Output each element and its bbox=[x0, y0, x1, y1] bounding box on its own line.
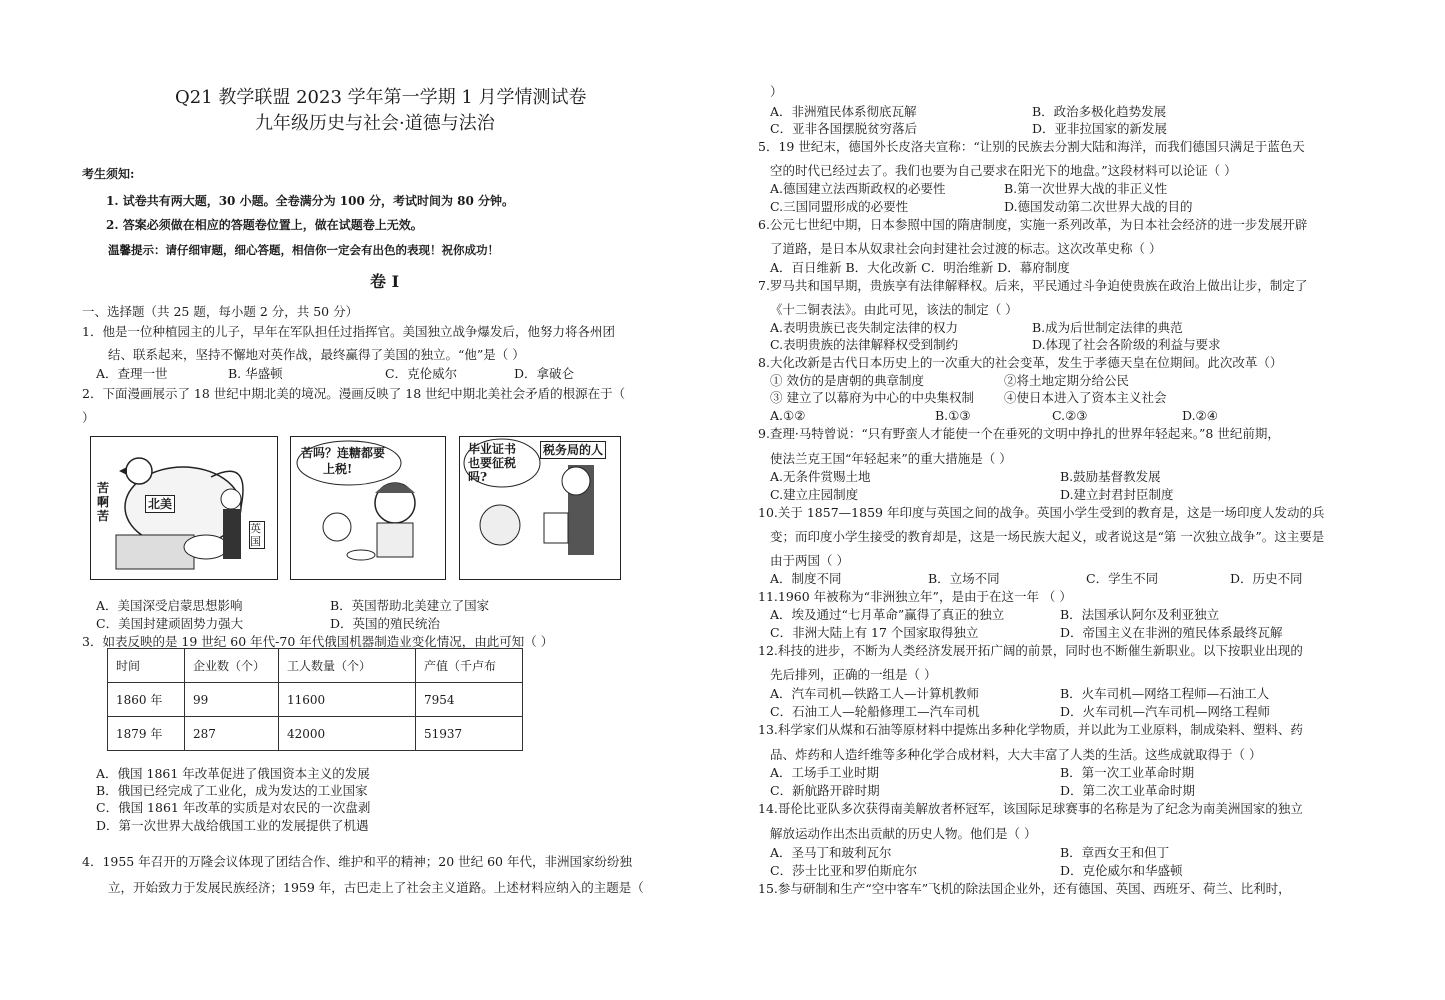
q3-option-b: B．俄国已经完成了工业化，成为发达的工业国家 bbox=[96, 783, 368, 798]
cartoon-bubble-diploma-3: 吗? bbox=[468, 470, 488, 484]
question-4-line1: 4．1955 年召开的万隆会议体现了团结合作、维护和平的精神；20 世纪 60 年代，非洲国家纷纷独 bbox=[82, 854, 632, 869]
question-13-line2: 品、炸药和人造纤维等多种化学合成材料，大大丰富了人类的生活。这些成就取得于（ ） bbox=[770, 747, 1262, 762]
question-1-line1: 1．他是一位种植园主的儿子，早年在军队担任过指挥官。美国独立战争爆发后，他努力将各州团 bbox=[82, 324, 615, 339]
question-5-line2: 空的时代已经过去了。我们也要为自己要求在阳光下的地盘。”这段材料可以论证（ ） bbox=[770, 163, 1237, 178]
q12-option-c: C．石油工人—轮船修理工—汽车司机 bbox=[770, 704, 980, 719]
table-cell: 99 bbox=[185, 683, 279, 717]
q4-close-paren: ） bbox=[770, 84, 783, 99]
q2-option-a: A．美国深受启蒙思想影响 bbox=[96, 598, 243, 613]
q8-option-d: D.②④ bbox=[1182, 408, 1218, 423]
q8-statement-1: ① 效仿的是唐朝的典章制度 bbox=[770, 373, 924, 388]
q13-option-d: D．第二次工业革命时期 bbox=[1060, 783, 1196, 798]
table-header: 企业数（个） bbox=[185, 649, 279, 683]
question-12-line1: 12.科技的进步，不断为人类经济发展开拓广阔的前景，同时也不断催生新职业。以下按职业出现的 bbox=[758, 643, 1303, 658]
cartoon-label-north-america: 北美 bbox=[145, 495, 175, 513]
q7-option-d: D.体现了社会各阶级的利益与要求 bbox=[1032, 337, 1221, 352]
notice-item-2: 2. 答案必须做在相应的答题卷位置上，做在试题卷上无效。 bbox=[106, 218, 423, 232]
table-row bbox=[108, 717, 523, 751]
q9-option-a: A.无条件赏赐土地 bbox=[770, 469, 871, 484]
cartoon-label-ku-a-ku: 苦啊苦 bbox=[97, 481, 110, 523]
table-cell: 7954 bbox=[416, 683, 523, 717]
q6-options: A．百日维新 B．大化改新 C．明治维新 D．幕府制度 bbox=[770, 260, 1070, 275]
q1-option-b: B. 华盛顿 bbox=[228, 366, 283, 381]
table-header: 工人数量（个） bbox=[279, 649, 416, 683]
question-7-line1: 7.罗马共和国早期，贵族享有法律解释权。后来，平民通过斗争迫使贵族在政治上做出让步，制定了 bbox=[758, 278, 1308, 293]
q5-option-a: A.德国建立法西斯政权的必要性 bbox=[770, 181, 946, 196]
q3-option-d: D．第一次世界大战给俄国工业的发展提供了机遇 bbox=[96, 818, 369, 833]
q11-option-a: A．埃及通过“七月革命”赢得了真正的独立 bbox=[770, 607, 1005, 622]
notice-tip: 温馨提示：请仔细审题，细心答题，相信你一定会有出色的表现！祝你成功！ bbox=[108, 243, 499, 257]
cartoon-bubble-diploma-2: 也要征税 bbox=[468, 456, 517, 470]
q11-option-c: C．非洲大陆上有 17 个国家取得独立 bbox=[770, 625, 979, 640]
question-10-line2: 变；而印度小学生接受的教育却是，这是一场民族大起义，或者说这是“第 一次独立战争”。这主要是 bbox=[770, 529, 1325, 544]
question-14-line1: 14.哥伦比亚队多次获得南美解放者杯冠军，该国际足球赛事的名称是为了纪念为南美洲国家的独立 bbox=[758, 801, 1303, 816]
table-header: 产值（千卢布 bbox=[416, 649, 523, 683]
exam-subtitle: 九年级历史与社会·道德与法治 bbox=[255, 113, 495, 134]
q8-statement-2: ②将土地定期分给公民 bbox=[1004, 373, 1130, 388]
table-cell: 1879 年 bbox=[108, 717, 185, 751]
q10-option-d: D．历史不同 bbox=[1230, 571, 1303, 586]
table-cell: 11600 bbox=[279, 683, 416, 717]
question-7-line2: 《十二铜表法》。由此可见，该法的制定（ ） bbox=[770, 302, 1018, 317]
q3-option-a: A．俄国 1861 年改革促进了俄国资本主义的发展 bbox=[96, 766, 370, 781]
section-intro: 一、选择题（共 25 题，每小题 2 分，共 50 分） bbox=[82, 304, 359, 319]
q2-option-b: B．英国帮助北美建立了国家 bbox=[330, 598, 490, 613]
table-header: 时间 bbox=[108, 649, 185, 683]
q11-option-d: D．帝国主义在非洲的殖民体系最终瓦解 bbox=[1060, 625, 1283, 640]
table-cell: 1860 年 bbox=[108, 683, 185, 717]
question-14-line2: 解放运动作出杰出贡献的历史人物。他们是（ ） bbox=[770, 826, 1037, 841]
q14-option-d: D．克伦威尔和华盛顿 bbox=[1060, 863, 1183, 878]
q9-option-d: D.建立封君封臣制度 bbox=[1060, 487, 1174, 502]
question-9-line2: 使法兰克王国“年轻起来”的重大措施是（ ） bbox=[770, 451, 1012, 466]
q11-option-b: B．法国承认阿尔及利亚独立 bbox=[1060, 607, 1220, 622]
table-cell: 287 bbox=[185, 717, 279, 751]
q8-statement-3: ③ 建立了以幕府为中心的中央集权制 bbox=[770, 390, 974, 405]
section-title: 卷 I bbox=[370, 272, 400, 291]
q5-option-d: D.德国发动第二次世界大战的目的 bbox=[1004, 199, 1193, 214]
q8-option-c: C.②③ bbox=[1052, 408, 1088, 423]
table-header-row bbox=[108, 649, 523, 683]
q3-option-c: C．俄国 1861 年改革的实质是对农民的一次盘剥 bbox=[96, 800, 371, 815]
q7-option-b: B.成为后世制定法律的典范 bbox=[1032, 320, 1183, 335]
question-12-line2: 先后排列，正确的一组是（ ） bbox=[770, 667, 937, 682]
question-2-line1: 2．下面漫画展示了 18 世纪中期北美的境况。漫画反映了 18 世纪中期北美社会矛盾的根源在于（ bbox=[82, 386, 626, 401]
cartoon-label-tax-office: 税务局的人 bbox=[540, 441, 606, 459]
notice-item-1: 1. 试卷共有两大题，30 小题。全卷满分为 100 分，考试时间为 80 分钟。 bbox=[106, 194, 515, 208]
cartoon-panel-1 bbox=[90, 436, 278, 580]
q13-option-c: C．新航路开辟时期 bbox=[770, 783, 880, 798]
q13-option-b: B．第一次工业革命时期 bbox=[1060, 765, 1195, 780]
q4-option-b: B．政治多极化趋势发展 bbox=[1032, 104, 1167, 119]
question-4-line2: 立，开始致力于发展民族经济；1959 年，古巴走上了社会主义道路。上述材料应纳入的主题是（ bbox=[108, 880, 644, 895]
table-cell: 42000 bbox=[279, 717, 416, 751]
cartoon-bubble-sugar-2: 上税! bbox=[323, 462, 353, 476]
question-6-line1: 6.公元七世纪中期，日本参照中国的隋唐制度，实施一系列改革，为日本社会经济的进一步发展开辟 bbox=[758, 217, 1308, 232]
q4-option-d: D．亚非拉国家的新发展 bbox=[1032, 121, 1168, 136]
question-13-line1: 13.科学家们从煤和石油等原材料中提炼出多种化学物质，并以此为工业原料，制成染料、塑料、药 bbox=[758, 722, 1303, 737]
q9-option-b: B.鼓励基督教发展 bbox=[1060, 469, 1161, 484]
q2-option-c: C．美国封建顽固势力强大 bbox=[96, 616, 244, 631]
q10-option-c: C．学生不同 bbox=[1086, 571, 1159, 586]
q12-option-d: D．火车司机—汽车司机—网络工程师 bbox=[1060, 704, 1271, 719]
data-table bbox=[107, 648, 523, 751]
question-1-line2: 结、联系起来，坚持不懈地对英作战，最终赢得了美国的独立。“他”是（ ） bbox=[108, 347, 525, 362]
q14-option-a: A．圣马丁和玻利瓦尔 bbox=[770, 845, 892, 860]
question-6-line2: 了道路，是日本从奴隶社会向封建社会过渡的标志。这次改革史称（ ） bbox=[770, 241, 1162, 256]
question-5-line1: 5．19 世纪末，德国外长皮洛夫宣称：“让别的民族去分割大陆和海洋，而我们德国只满足于蓝色天 bbox=[758, 139, 1305, 154]
q14-option-c: C．莎士比亚和罗伯斯庇尔 bbox=[770, 863, 918, 878]
q2-option-d: D．英国的殖民统治 bbox=[330, 616, 441, 631]
q14-option-b: B．章西女王和但丁 bbox=[1060, 845, 1170, 860]
question-2-line2: ） bbox=[82, 410, 95, 425]
cartoon-panel-2 bbox=[290, 436, 446, 580]
exam-title: Q21 教学联盟 2023 学年第一学期 1 月学情测试卷 bbox=[175, 87, 587, 108]
question-15-line1: 15.参与研制和生产“空中客车”飞机的除法国企业外，还有德国、英国、西班牙、荷兰、比利时， bbox=[758, 881, 1291, 896]
q5-option-c: C.三国同盟形成的必要性 bbox=[770, 199, 909, 214]
notice-heading: 考生须知: bbox=[82, 167, 135, 181]
cartoon-panel-3 bbox=[459, 436, 621, 580]
q1-option-d: D．拿破仑 bbox=[514, 366, 575, 381]
q7-option-c: C.表明贵族的法律解释权受到制约 bbox=[770, 337, 959, 352]
q13-option-a: A．工场手工业时期 bbox=[770, 765, 880, 780]
q7-option-a: A.表明贵族已丧失制定法律的权力 bbox=[770, 320, 959, 335]
question-9-line1: 9.查理·马特曾说：“只有野蛮人才能使一个在垂死的文明中挣扎的世界年轻起来。”8 世纪前期， bbox=[758, 426, 1280, 441]
q8-option-b: B.①③ bbox=[935, 408, 971, 423]
q9-option-c: C.建立庄园制度 bbox=[770, 487, 859, 502]
q1-option-a: A．查理一世 bbox=[96, 366, 168, 381]
q12-option-a: A．汽车司机—铁路工人—计算机教师 bbox=[770, 686, 980, 701]
q4-option-a: A．非洲殖民体系彻底瓦解 bbox=[770, 104, 917, 119]
cartoon-bubble-sugar-1: 苦吗？连糖都要 bbox=[301, 446, 386, 460]
cartoon-label-britain: 英国 bbox=[249, 521, 265, 549]
q10-option-b: B．立场不同 bbox=[928, 571, 1000, 586]
q10-option-a: A．制度不同 bbox=[770, 571, 842, 586]
q12-option-b: B．火车司机—网络工程师—石油工人 bbox=[1060, 686, 1270, 701]
q1-option-c: C．克伦威尔 bbox=[385, 366, 458, 381]
hen-illustration bbox=[91, 437, 277, 579]
question-10-line3: 由于两国（ ） bbox=[770, 553, 849, 568]
question-8: 8.大化改新是古代日本历史上的一次重大的社会变革，发生于孝德天皇在位期间。此次改革（） bbox=[758, 355, 1283, 370]
q8-statement-4: ④使日本进入了资本主义社会 bbox=[1004, 390, 1167, 405]
question-3: 3．如表反映的是 19 世纪 60 年代-70 年代俄国机器制造业变化情况，由此可知（ ） bbox=[82, 634, 554, 649]
question-10-line1: 10.关于 1857—1859 年印度与英国之间的战争。英国小学生受到的教育是，这是一场印度人发动的兵 bbox=[758, 505, 1325, 520]
q8-option-a: A.①② bbox=[770, 408, 806, 423]
q4-option-c: C．亚非各国摆脱贫穷落后 bbox=[770, 121, 918, 136]
q5-option-b: B.第一次世界大战的非正义性 bbox=[1004, 181, 1168, 196]
table-cell: 51937 bbox=[416, 717, 523, 751]
question-11: 11.1960 年被称为“非洲独立年”，是由于在这一年 （ ） bbox=[758, 589, 1072, 604]
cartoon-bubble-diploma-1: 毕业证书 bbox=[468, 442, 517, 456]
table-row bbox=[108, 683, 523, 717]
